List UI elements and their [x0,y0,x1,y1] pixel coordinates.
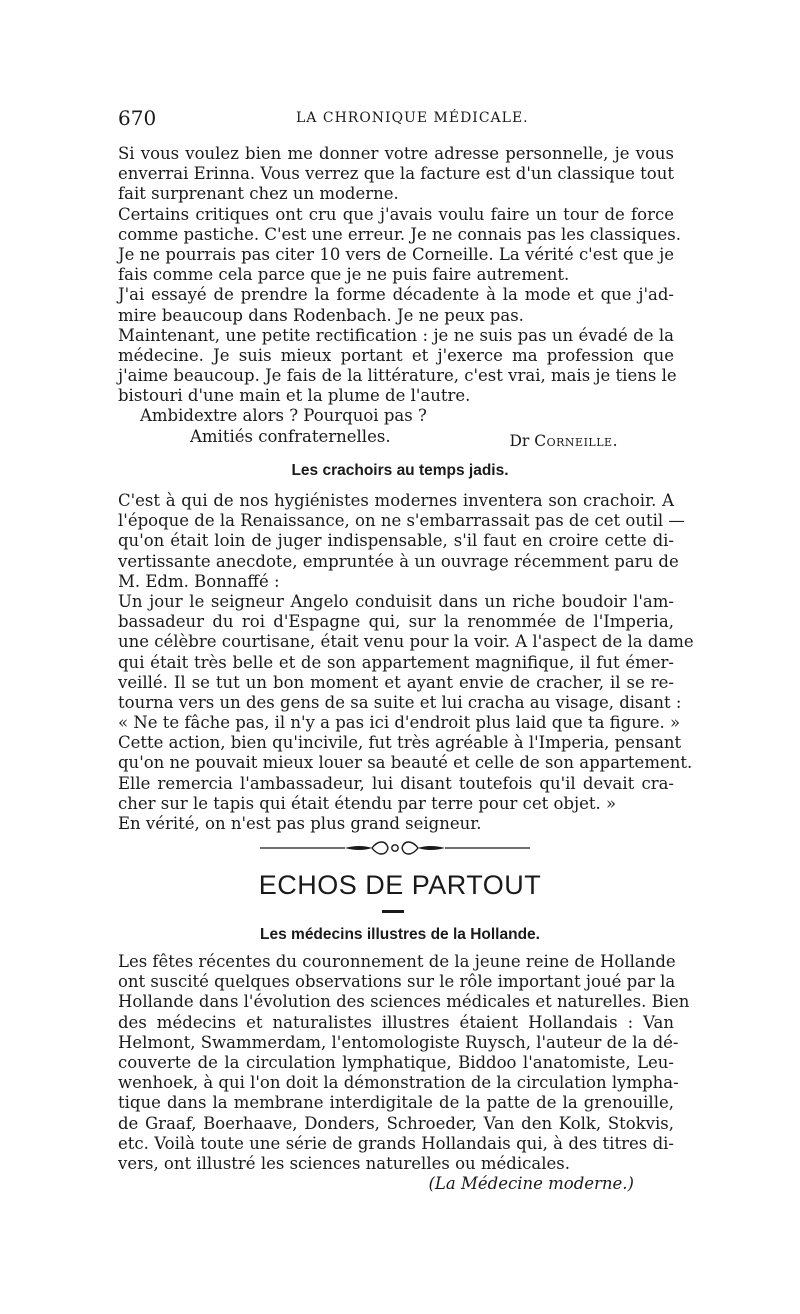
heading-rule [382,910,404,913]
text-line: Elle remercia l'ambassadeur, lui disant toutefois qu'il devait cra- [118,773,674,793]
text-line: tourna vers un des gens de sa suite et lui cracha au visage, disant : [118,692,682,712]
source-text: (La Médecine moderne.) [428,1174,634,1194]
article-body [118,952,690,1194]
letter-body [118,144,682,447]
text-line: etc. Voilà toute une série de grands Hollandais qui, à des titres di- [118,1133,674,1153]
article-title: Les médecins illustres de la Hollande. [260,926,540,943]
text-line: Maintenant, une petite rectification : je ne suis pas un évadé de la [118,325,674,345]
text-line: qu'on était loin de juger indispensable, s'il faut en croire cette di- [118,531,674,551]
text-line: cher sur le tapis qui était étendu par terre pour cet objet. » [118,793,617,813]
text-line: Amitiés confraternelles. [190,426,391,446]
text-line: Hollande dans l'évolution des sciences médicales et naturelles. Bien [118,992,690,1012]
text-line: bistouri d'une main et la plume de l'autre. [118,386,471,406]
text-line: fais comme cela parce que je ne puis faire autrement. [118,265,570,285]
page-number: 670 [118,106,157,130]
text-line: une célèbre courtisane, était venu pour la voir. A l'aspect de la dame [118,632,694,652]
text-line: vertissante anecdote, empruntée à un ouvrage récemment paru de [118,551,679,571]
text-line: Je ne pourrais pas citer 10 vers de Corneille. La vérité c'est que je [118,244,674,264]
text-line: couverte de la circulation lymphatique, Biddoo l'anatomiste, Leu- [118,1052,674,1072]
text-line: des médecins et naturalistes illustres étaient Hollandais : Van [118,1012,674,1032]
text-line: bassadeur du roi d'Espagne qui, sur la renommée de l'Imperia, [118,612,674,632]
text-line: l'époque de la Renaissance, on ne s'embarrassait pas de cet outil — [118,511,685,531]
section-heading: ECHOS DE PARTOUT [258,870,542,900]
text-line: veillé. Il se tut un bon moment et ayant envie de cracher, il se re- [118,672,674,692]
text-line: Si vous voulez bien me donner votre adresse personnelle, je vous [118,144,674,163]
text-line: Cette action, bien qu'incivile, fut très agréable à l'Imperia, pensant [118,733,682,753]
text-line: ont suscité quelques observations sur le rôle important joué par la [118,972,676,992]
text-line: j'aime beaucoup. Je fais de la littérature, c'est vrai, mais je tiens le [118,366,677,386]
signature [118,432,618,454]
signature-name: Corneille. [534,432,618,450]
text-line: de Graaf, Boerhaave, Donders, Schroeder, Van den Kolk, Stokvis, [118,1113,674,1133]
running-header [118,106,678,132]
running-title: LA CHRONIQUE MÉDICALE. [296,110,529,126]
text-line: comme pastiche. C'est une erreur. Je ne connais pas les classiques. [118,224,682,244]
text-line: Helmont, Swammerdam, l'entomologiste Ruysch, l'auteur de la dé- [118,1032,679,1052]
text-line: Les fêtes récentes du couronnement de la jeune reine de Hollande [118,952,676,971]
text-line: fait surprenant chez un moderne. [118,184,399,204]
text-line: wenhoek, à qui l'on doit la démonstration de la circulation lympha- [118,1073,679,1093]
ornament-divider [260,838,530,858]
text-line: M. Edm. Bonnaffé : [118,571,280,591]
text-line: C'est à qui de nos hygiénistes modernes inventera son crachoir. A [118,491,674,510]
text-line: Certains critiques ont cru que j'avais voulu faire un tour de force [118,204,674,224]
text-line: Un jour le seigneur Angelo conduisit dans un riche boudoir l'am- [118,591,674,611]
text-line: En vérité, on n'est pas plus grand seigneur. [118,814,482,833]
text-line: « Ne te fâche pas, il n'y a pas ici d'endroit plus laid que ta figure. » [118,713,681,733]
text-line: qu'on ne pouvait mieux louer sa beauté et celle de son appartement. [118,753,693,773]
text-line: médecine. Je suis mieux portant et j'exerce ma profession que [118,345,674,365]
text-line: enverrai Erinna. Vous verrez que la facture est d'un classique tout [118,164,674,184]
section-title: Les crachoirs au temps jadis. [291,462,509,479]
text-line: qui était très belle et de son appartement magnifique, il fut émer- [118,652,674,672]
text-line: mire beaucoup dans Rodenbach. Je ne peux pas. [118,305,524,325]
section-body [118,491,694,834]
signature-prefix: Dr [509,432,530,450]
text-line: tique dans la membrane interdigitale de la patte de la grenouille, [118,1093,674,1113]
text-line: Ambidextre alors ? Pourquoi pas ? [140,406,427,426]
text-line: J'ai essayé de prendre la forme décadente à la mode et que j'ad- [118,285,674,305]
text-line: vers, ont illustré les sciences naturelles ou médicales. [118,1153,570,1173]
source-citation [118,1174,674,1194]
